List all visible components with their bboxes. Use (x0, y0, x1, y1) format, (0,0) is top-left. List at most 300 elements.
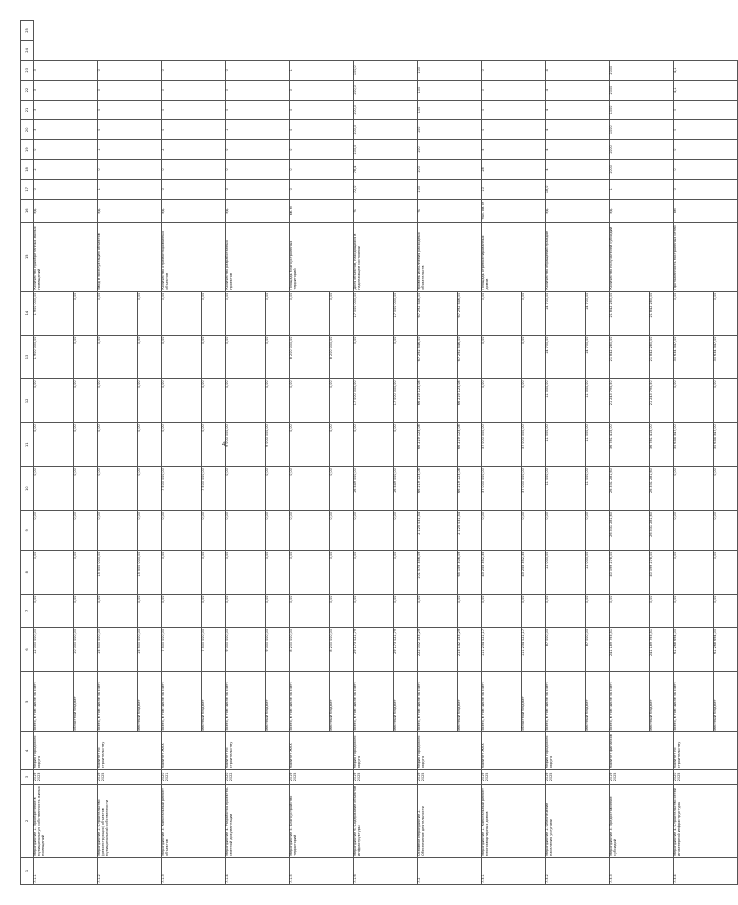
amount-cell: 0,00 (98, 379, 138, 423)
target-value-cell: 0 (482, 80, 546, 100)
amount-cell: 0,00 (354, 423, 394, 467)
amount-cell: 0,00 (394, 550, 418, 594)
activity-name: Мероприятие 4. Разработка проектно-сметной документации (226, 784, 290, 857)
target-value-cell: 1 (98, 140, 162, 160)
amount-cell: 87 000,00 (586, 628, 610, 672)
header-number-cell: 6 (21, 628, 34, 672)
amount-cell: 11 000,00 (586, 550, 610, 594)
years-cell: 2019 2025 (354, 770, 418, 785)
amount-cell: 14 700,00 (586, 335, 610, 379)
target-value-cell: 100,0 (354, 80, 418, 100)
amount-cell: 40 099 278,00 (650, 550, 674, 594)
target-value-cell: 1000 (610, 140, 674, 160)
target-value-cell: 3 (34, 120, 98, 140)
page-number: 4 (222, 442, 226, 448)
amount-cell: 66 219 123,08 (458, 423, 482, 467)
target-value-cell: 10 (482, 179, 546, 199)
years-cell: 2019 2025 (290, 770, 354, 785)
target-value-cell: 1 (290, 60, 354, 80)
amount-cell: 15 500 000,00 (138, 550, 162, 594)
amount-cell: 0,00 (266, 379, 290, 423)
target-value-cell: 100,0 (354, 100, 418, 120)
unit-cell: % (418, 199, 482, 222)
amount-cell: 0,00 (226, 467, 266, 511)
amount-cell: 17 000 000,00 (354, 291, 394, 335)
target-value-cell: 0 (290, 160, 354, 180)
amount-cell: 0,00 (290, 467, 330, 511)
amount-cell: 0,00 (522, 511, 546, 551)
amount-cell: 11 000,00 (546, 379, 586, 423)
target-value-cell: 3 (34, 60, 98, 80)
amount-cell: 0,00 (202, 379, 226, 423)
target-value-cell: 0 (226, 179, 290, 199)
executor-cell: Комитет по строительству (674, 732, 738, 770)
table-row (98, 21, 138, 885)
row-number: 7.3.1 (482, 857, 546, 884)
header-number-cell: 23 (21, 60, 34, 80)
amount-cell: 0,00 (522, 291, 546, 335)
amount-cell: 30 634 347,00 (674, 335, 714, 379)
amount-cell: 0,00 (162, 379, 202, 423)
amount-cell: 0,00 (394, 423, 418, 467)
amount-cell: 26 331 281,60 (610, 467, 650, 511)
target-value-cell: 28 (482, 160, 546, 180)
executor-cell: Мэрия городского округа (354, 732, 418, 770)
activity-name: Мероприятие 2. Строительство (реконструкция) объектов муниципальной собственности (98, 784, 162, 857)
header-number-cell: 16 (21, 199, 34, 222)
unit-cell: ед. (34, 199, 98, 222)
amount-cell: 0,00 (226, 291, 266, 335)
amount-cell: 0,00 (650, 594, 674, 627)
funding-source: Всего, в том числе за счет: (226, 671, 266, 732)
amount-cell: 0,00 (34, 423, 74, 467)
amount-cell: 7 500 000,00 (202, 467, 226, 511)
header-number-cell: 2 (21, 784, 34, 857)
amount-cell: 0,00 (394, 335, 418, 379)
amount-cell: 0,00 (74, 467, 98, 511)
amount-cell: 8 200 000,00 (330, 335, 354, 379)
target-value-cell: 1000 (610, 160, 674, 180)
amount-cell: 222 002 153,29 (418, 628, 458, 672)
funding-source: областной бюджет (522, 671, 546, 732)
target-value-cell: 78,4 (354, 160, 418, 180)
target-value-cell: 0 (674, 100, 738, 120)
amount-cell: 15 500 000,00 (98, 628, 138, 672)
header-number-cell: 5 (21, 671, 34, 732)
activity-name: Мероприятие 1. Приобретение в муниципальную собственность жилых помещений (34, 784, 98, 857)
amount-cell: 0,00 (482, 379, 522, 423)
amount-cell: 0,00 (226, 379, 266, 423)
amount-cell: 0,00 (98, 335, 138, 379)
amount-cell: 0,00 (290, 550, 330, 594)
funding-source: местный бюджет (586, 671, 610, 732)
header-number-cell: 9 (21, 511, 34, 551)
target-value-cell: 0 (98, 80, 162, 100)
amount-cell: 0,00 (674, 467, 714, 511)
row-number: 7.3.2 (546, 857, 610, 884)
amount-cell: 37 000 000,00 (522, 423, 546, 467)
amount-cell: 0,00 (354, 511, 394, 551)
target-value-cell: 5 (482, 140, 546, 160)
amount-cell: 11 000,00 (546, 423, 586, 467)
indicator-cell: Количество разработанных проектов (226, 222, 290, 291)
amount-cell: 2 125 031,54 (458, 511, 482, 551)
amount-cell: 36 781 415,00 (650, 423, 674, 467)
target-value-cell: 100,0 (354, 60, 418, 80)
amount-cell: 0,00 (34, 511, 74, 551)
activity-name: Основное мероприятие 2. Обеспечение деятельности (418, 784, 482, 857)
target-value-cell: 0 (290, 179, 354, 199)
table-row (34, 21, 74, 885)
table-row (482, 21, 522, 885)
target-value-cell: 0 (226, 80, 290, 100)
amount-cell: 0,00 (98, 467, 138, 511)
amount-cell: 0,00 (290, 594, 330, 627)
funding-source: Всего, в том числе за счет: (34, 671, 74, 732)
target-value-cell: 0 (290, 80, 354, 100)
amount-cell: 0,00 (546, 594, 586, 627)
table-row (290, 21, 330, 885)
amount-cell: 0,00 (546, 511, 586, 551)
amount-cell: 0,00 (714, 291, 738, 335)
funding-source: Всего, в том числе за счет: (610, 671, 650, 732)
target-value-cell: 4 (546, 100, 610, 120)
years-cell: 2019 2025 (418, 770, 482, 785)
amount-cell: 0,00 (482, 291, 522, 335)
amount-cell: 0,00 (290, 291, 330, 335)
target-value-cell: 0 (98, 160, 162, 180)
target-value-cell: 72,0 (354, 179, 418, 199)
header-number-cell: 1 (21, 857, 34, 884)
amount-cell: 43 255 352,35 (522, 550, 546, 594)
target-value-cell: 0 (162, 120, 226, 140)
row-number: 7.1.1 (34, 857, 98, 884)
amount-cell: 0,00 (74, 550, 98, 594)
amount-cell: 11 000,00 (586, 467, 610, 511)
indicator-cell: Количество обращений граждан (546, 222, 610, 291)
amount-cell: 43 255 352,35 (482, 550, 522, 594)
amount-cell: 0,00 (74, 291, 98, 335)
indicator-cell: Доля объектов, находящихся в надлежащем состоянии (354, 222, 418, 291)
target-value-cell: 18,0 (546, 179, 610, 199)
amount-cell: 0,00 (138, 594, 162, 627)
amount-cell: 0,00 (226, 335, 266, 379)
header-number-cell: 25 (21, 21, 34, 41)
amount-cell: 0,00 (202, 335, 226, 379)
amount-cell: 0,00 (330, 379, 354, 423)
years-cell: 2020 2025 (674, 770, 738, 785)
amount-cell: 0,00 (162, 291, 202, 335)
amount-cell: 0,00 (674, 594, 714, 627)
amount-cell: 14 700,00 (546, 291, 586, 335)
amount-cell: 66 219 123,08 (418, 467, 458, 511)
table-row (354, 21, 394, 885)
target-value-cell: 0 (98, 120, 162, 140)
amount-cell: 0,00 (74, 511, 98, 551)
amount-cell: 36 781 415,00 (610, 423, 650, 467)
target-value-cell: 4,1 (674, 80, 738, 100)
amount-cell: 11 000,00 (546, 550, 586, 594)
unit-cell: ед. (610, 199, 674, 222)
amount-cell: 67 292 546,00 (458, 335, 482, 379)
amount-cell: 0,00 (714, 550, 738, 594)
amount-cell: 66 219 123,08 (458, 467, 482, 511)
amount-cell: 0,00 (674, 511, 714, 551)
amount-cell: 0,00 (330, 511, 354, 551)
amount-cell: 14 700,00 (546, 335, 586, 379)
amount-cell: 0,00 (162, 335, 202, 379)
amount-cell: 9 000 000,00 (266, 628, 290, 672)
amount-cell: 0,00 (202, 511, 226, 551)
amount-cell: 0,00 (162, 511, 202, 551)
amount-cell: 30 634 347,00 (674, 423, 714, 467)
funding-source: Всего, в том числе за счет: (674, 671, 714, 732)
amount-cell: 0,00 (714, 594, 738, 627)
target-value-cell: 0 (226, 60, 290, 80)
rotated-table-container (20, 20, 717, 885)
amount-cell: 12 000 000,00 (34, 628, 74, 672)
amount-cell: 29 173 021,79 (354, 628, 394, 672)
years-cell: 2020 2021 (162, 770, 226, 785)
amount-cell: 0,00 (138, 379, 162, 423)
funding-source: местный бюджет (394, 671, 418, 732)
amount-cell: 0,00 (714, 467, 738, 511)
funding-source: Всего, в том числе за счет: (482, 671, 522, 732)
header-number-cell: 7 (21, 594, 34, 627)
target-value-cell: 0 (482, 120, 546, 140)
unit-cell: % (354, 199, 418, 222)
amount-cell: 0,00 (522, 335, 546, 379)
target-value-cell: 2 (34, 160, 98, 180)
target-value-cell: 2000 (610, 80, 674, 100)
target-value-cell: 2000 (610, 60, 674, 80)
amount-cell: 0,00 (522, 594, 546, 627)
target-value-cell: 0 (674, 120, 738, 140)
funding-source: Всего, в том числе за счет: (290, 671, 330, 732)
header-number-cell: 11 (21, 423, 34, 467)
header-number-cell: 21 (21, 100, 34, 120)
target-value-cell: 0 (674, 140, 738, 160)
funding-source: Всего, в том числе за счет: (546, 671, 586, 732)
amount-cell: 0,00 (394, 511, 418, 551)
amount-cell: 21 842 280,00 (650, 291, 674, 335)
header-number-cell: 18 (21, 160, 34, 180)
target-value-cell: 3 (34, 100, 98, 120)
budget-table (20, 20, 738, 885)
indicator-cell: Количество приобретенных жилых помещений (34, 222, 98, 291)
amount-cell: 0,00 (586, 511, 610, 551)
amount-cell: 0,00 (138, 335, 162, 379)
amount-cell: 0,00 (674, 291, 714, 335)
amount-cell: 0,00 (266, 550, 290, 594)
amount-cell: 0,00 (226, 550, 266, 594)
target-value-cell: 100 (418, 179, 482, 199)
funding-source: местный бюджет (458, 671, 482, 732)
row-number: 7.2 (418, 857, 482, 884)
header-number-cell: 14 (21, 291, 34, 335)
funding-source: местный бюджет (330, 671, 354, 732)
amount-cell: 21 842 280,00 (650, 335, 674, 379)
target-value-cell: 0 (162, 80, 226, 100)
amount-cell: 0,00 (138, 467, 162, 511)
executor-cell: Комитет финансов (610, 732, 674, 770)
row-number: 7.1.2 (98, 857, 162, 884)
amount-cell: 111 234 021,17 (522, 628, 546, 672)
target-value-cell: 3 (34, 80, 98, 100)
amount-cell: 0,00 (482, 594, 522, 627)
amount-cell: 0,00 (226, 511, 266, 551)
amount-cell: 0,00 (138, 291, 162, 335)
table-row (226, 21, 266, 885)
row-number: 7.1.4 (226, 857, 290, 884)
amount-cell: 10 000 000,00 (74, 628, 98, 672)
amount-cell: 0,00 (74, 594, 98, 627)
amount-cell: 0,00 (330, 550, 354, 594)
target-value-cell: 0 (482, 100, 546, 120)
amount-cell: 66 219 123,08 (458, 379, 482, 423)
funding-source: Всего, в том числе за счет: (418, 671, 458, 732)
target-value-cell: 0 (226, 100, 290, 120)
unit-cell: ед. (162, 199, 226, 222)
amount-cell: 0,00 (482, 335, 522, 379)
header-number-row (21, 21, 34, 885)
amount-cell: 0,00 (74, 379, 98, 423)
target-value-cell: 4 (546, 80, 610, 100)
amount-cell: 241 189 793,51 (650, 628, 674, 672)
amount-cell: 14 700,00 (586, 291, 610, 335)
funding-source: местный бюджет (266, 671, 290, 732)
row-number: 7.1.3 (162, 857, 226, 884)
amount-cell: 0,00 (202, 594, 226, 627)
amount-cell: 17 000 000,00 (394, 291, 418, 335)
amount-cell: 11 000,00 (586, 423, 610, 467)
table-row (674, 21, 714, 885)
indicator-cell: Количество отремонтированных объектов (162, 222, 226, 291)
target-value-cell: 4,1 (674, 60, 738, 80)
indicator-cell: Протяженность построенных сетей (674, 222, 738, 291)
unit-cell: ед. (226, 199, 290, 222)
target-value-cell: 2 (162, 140, 226, 160)
amount-cell: 0,00 (138, 511, 162, 551)
funding-source: местный бюджет (650, 671, 674, 732)
amount-cell: 9 000 000,00 (266, 423, 290, 467)
years-cell: 2019 2025 (610, 770, 674, 785)
amount-cell: 0,00 (458, 594, 482, 627)
amount-cell: 17 000 000,00 (354, 379, 394, 423)
amount-cell: 21 243 795,50 (610, 379, 650, 423)
activity-name: Мероприятие 2. Обеспечение населения услугами (546, 784, 610, 857)
indicator-cell: Количество получателей субсидий (610, 222, 674, 291)
amount-cell: 0,00 (354, 594, 394, 627)
target-value-cell: 100 (418, 140, 482, 160)
target-value-cell: 100 (418, 160, 482, 180)
amount-cell: 0,00 (266, 291, 290, 335)
executor-cell: Комитет по строительству (98, 732, 162, 770)
target-value-cell: 0 (162, 100, 226, 120)
amount-cell: 0,00 (482, 511, 522, 551)
target-value-cell: 0 (162, 160, 226, 180)
target-value-cell: 0 (226, 140, 290, 160)
amount-cell: 0,00 (162, 423, 202, 467)
amount-cell: 0,00 (714, 379, 738, 423)
amount-cell: 17 000 000,00 (394, 379, 418, 423)
amount-cell: 0,00 (202, 423, 226, 467)
target-value-cell: 0 (290, 100, 354, 120)
amount-cell: 65 159 306,09 (458, 550, 482, 594)
amount-cell: 37 000 000,00 (522, 467, 546, 511)
amount-cell: 21 842 280,00 (610, 291, 650, 335)
years-cell: 2019 2025 (546, 770, 610, 785)
amount-cell: 0,00 (98, 291, 138, 335)
years-cell: 2020 2022 (226, 770, 290, 785)
amount-cell: 0,00 (266, 511, 290, 551)
amount-cell: 0,00 (34, 550, 74, 594)
target-value-cell: 0 (674, 160, 738, 180)
amount-cell: 66 219 123,08 (418, 423, 458, 467)
amount-cell: 0,00 (34, 379, 74, 423)
target-value-cell: 4 (546, 140, 610, 160)
table-row (546, 21, 586, 885)
amount-cell: 0,00 (202, 550, 226, 594)
amount-cell: 1 900 000,00 (34, 291, 74, 335)
header-number-cell: 12 (21, 379, 34, 423)
executor-cell: Комитет ЖКХ (290, 732, 354, 770)
header-number-cell: 4 (21, 732, 34, 770)
unit-cell: кв. м (290, 199, 354, 222)
amount-cell: 67 292 546,00 (418, 291, 458, 335)
amount-cell: 213 142 153,29 (458, 628, 482, 672)
target-value-cell: 1 (226, 120, 290, 140)
amount-cell: 11 000,00 (586, 379, 610, 423)
row-number: 7.3.3 (610, 857, 674, 884)
header-number-cell: 15 (21, 222, 34, 291)
target-value-cell: 0 (34, 140, 98, 160)
amount-cell: 0,00 (330, 594, 354, 627)
target-value-cell: 1 (98, 179, 162, 199)
target-value-cell: 4 (546, 60, 610, 80)
funding-source: Всего, в том числе за счет: (98, 671, 138, 732)
table-row (162, 21, 202, 885)
amount-cell: 9 000 000,00 (226, 423, 266, 467)
target-value-cell: 0 (162, 179, 226, 199)
unit-cell: ед. (546, 199, 610, 222)
amount-cell: 26 331 281,60 (650, 467, 674, 511)
amount-cell: 87 000,00 (546, 628, 586, 672)
amount-cell: 29 173 021,79 (394, 628, 418, 672)
funding-source: местный бюджет (138, 671, 162, 732)
amount-cell: 0,00 (330, 467, 354, 511)
amount-cell: 7 500 000,00 (162, 628, 202, 672)
unit-cell: тыс. кв. м (482, 199, 546, 222)
amount-cell: 0,00 (290, 379, 330, 423)
funding-source: местный бюджет (714, 671, 738, 732)
executor-cell: Мэрия городского округа (34, 732, 98, 770)
amount-cell: 15 500 000,00 (98, 550, 138, 594)
unit-cell: км (674, 199, 738, 222)
amount-cell: 0,00 (162, 594, 202, 627)
target-value-cell: 0 (290, 120, 354, 140)
target-value-cell: 100,0 (354, 120, 418, 140)
amount-cell: 0,00 (674, 379, 714, 423)
amount-cell: 8 200 000,00 (290, 628, 330, 672)
amount-cell: 0,00 (162, 550, 202, 594)
header-number-cell: 24 (21, 41, 34, 61)
header-number-cell: 22 (21, 80, 34, 100)
target-value-cell: 0 (482, 60, 546, 80)
header-number-cell: 8 (21, 550, 34, 594)
amount-cell: 0,00 (586, 594, 610, 627)
executor-cell: Комитет по строительству (226, 732, 290, 770)
